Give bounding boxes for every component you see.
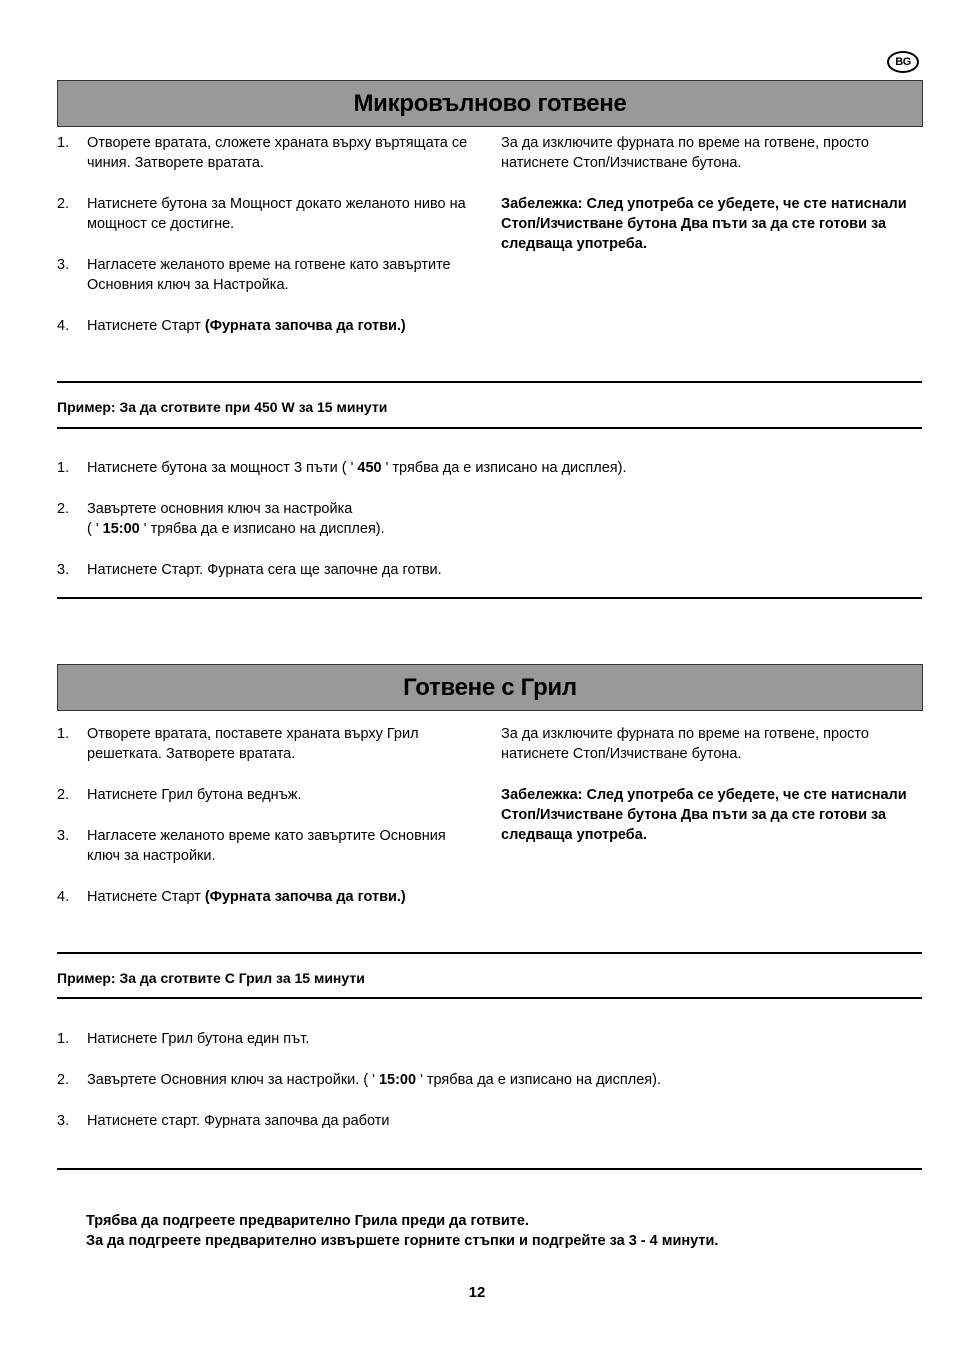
step-number: 3. xyxy=(57,1113,70,1129)
list-item xyxy=(57,133,477,173)
list-item xyxy=(57,887,477,907)
step-number: 3. xyxy=(57,828,70,844)
divider xyxy=(57,427,922,429)
note-text: Забележка: След употреба се убедете, че сте натиснали Стоп/Изчистване бутона Два пъти за да сте готови за следваща употреба. xyxy=(501,196,907,252)
divider xyxy=(57,381,922,383)
step-text: Натиснете Грил бутона един път. xyxy=(87,1031,310,1047)
step-number: 2. xyxy=(57,196,70,212)
divider xyxy=(57,997,922,999)
step-number: 2. xyxy=(57,1072,70,1088)
list-item xyxy=(57,499,917,539)
step-number: 4. xyxy=(57,889,70,905)
step-number: 4. xyxy=(57,318,70,334)
divider xyxy=(57,952,922,954)
step-text: Завъртете основния ключ за настройка xyxy=(87,501,353,517)
step-text-end: ' трябва да е изписано на дисплея). xyxy=(381,460,627,476)
note-text: Забележка: След употреба се убедете, че сте натиснали Стоп/Изчистване бутона Два пъти за да сте готови за следваща употреба. xyxy=(501,787,907,843)
step-bold-text: (Фурната започва да готви.) xyxy=(204,889,406,905)
step-text-end: ' трябва да е изписано на дисплея). xyxy=(416,1072,661,1088)
step-number: 1. xyxy=(57,460,70,476)
display-value: 15:00 xyxy=(102,521,140,537)
step-text: Нагласете желаното време на готвене като завъртите Основния ключ за Настройка. xyxy=(87,257,451,293)
section-title-grill: Готвене с Грил xyxy=(57,664,923,711)
grill-steps xyxy=(57,724,477,928)
microwave-example-steps xyxy=(57,458,917,601)
display-value: 15:00 xyxy=(378,1072,417,1088)
section-title-microwave: Микровълново готвене xyxy=(57,80,923,127)
list-item xyxy=(57,1070,917,1090)
step-text: Отворете вратата, сложете храната върху въртящата се чиния. Затворете вратата. xyxy=(87,135,468,171)
step-text: Натиснете старт. Фурната започва да работи xyxy=(87,1113,390,1129)
list-item xyxy=(57,560,917,580)
step-text: Натиснете Грил бутона веднъж. xyxy=(87,787,302,803)
step-text: Нагласете желаното време като завъртите Основния ключ за настройки. xyxy=(87,828,446,864)
grill-side-notes xyxy=(501,724,921,866)
step-text: Натиснете бутона за мощност 3 пъти ( ' xyxy=(87,460,358,476)
list-item xyxy=(57,826,477,866)
step-number: 2. xyxy=(57,501,70,517)
step-number: 3. xyxy=(57,257,70,273)
microwave-steps xyxy=(57,133,477,357)
list-item xyxy=(57,194,477,234)
step-text-end: ' трябва да е изписано на дисплея). xyxy=(139,521,385,537)
list-item xyxy=(57,316,477,336)
example-title-microwave: Пример: За да сготвите при 450 W за 15 минути xyxy=(57,399,388,415)
step-text: Отворете вратата, поставете храната върху Грил решетката. Затворете вратата. xyxy=(87,726,419,762)
divider xyxy=(57,597,922,599)
display-value: 450 xyxy=(357,460,382,476)
list-item xyxy=(57,1029,917,1049)
step-bold-text: (Фурната започва да готви.) xyxy=(204,318,406,334)
step-text: Натиснете бутона за Мощност докато желаното ниво на мощност се достигне. xyxy=(87,196,466,232)
step-number: 2. xyxy=(57,787,70,803)
step-text: Натиснете Старт xyxy=(87,889,205,905)
divider xyxy=(57,1168,922,1170)
step-text-cont: ( ' xyxy=(87,521,103,537)
grill-example-steps xyxy=(57,1029,917,1152)
microwave-side-notes xyxy=(501,133,921,275)
stop-instruction: За да изключите фурната по време на готвене, просто натиснете Стоп/Изчистване бутона. xyxy=(501,726,869,762)
step-text: Завъртете Основния ключ за настройки. ( ' xyxy=(87,1072,379,1088)
step-number: 3. xyxy=(57,562,70,578)
list-item xyxy=(57,1111,917,1131)
step-number: 1. xyxy=(57,726,70,742)
list-item xyxy=(57,255,477,295)
language-badge: BG xyxy=(887,51,919,73)
preheat-note-line2: За да подгреете предварително извършете горните стъпки и подгрейте за 3 - 4 минути. xyxy=(86,1233,719,1249)
step-text: Натиснете Старт xyxy=(87,318,205,334)
list-item xyxy=(57,458,917,478)
step-text: Натиснете Старт. Фурната сега ще започне да готви. xyxy=(87,562,442,578)
preheat-note xyxy=(86,1211,718,1251)
list-item xyxy=(57,785,477,805)
example-title-grill: Пример: За да сготвите С Грил за 15 минути xyxy=(57,970,365,986)
list-item xyxy=(57,724,477,764)
step-number: 1. xyxy=(57,1031,70,1047)
stop-instruction: За да изключите фурната по време на готвене, просто натиснете Стоп/Изчистване бутона. xyxy=(501,135,869,171)
preheat-note-line1: Трябва да подгреете предварително Грила преди да готвите. xyxy=(86,1213,529,1229)
page-number: 12 xyxy=(468,1284,486,1301)
step-number: 1. xyxy=(57,135,70,151)
